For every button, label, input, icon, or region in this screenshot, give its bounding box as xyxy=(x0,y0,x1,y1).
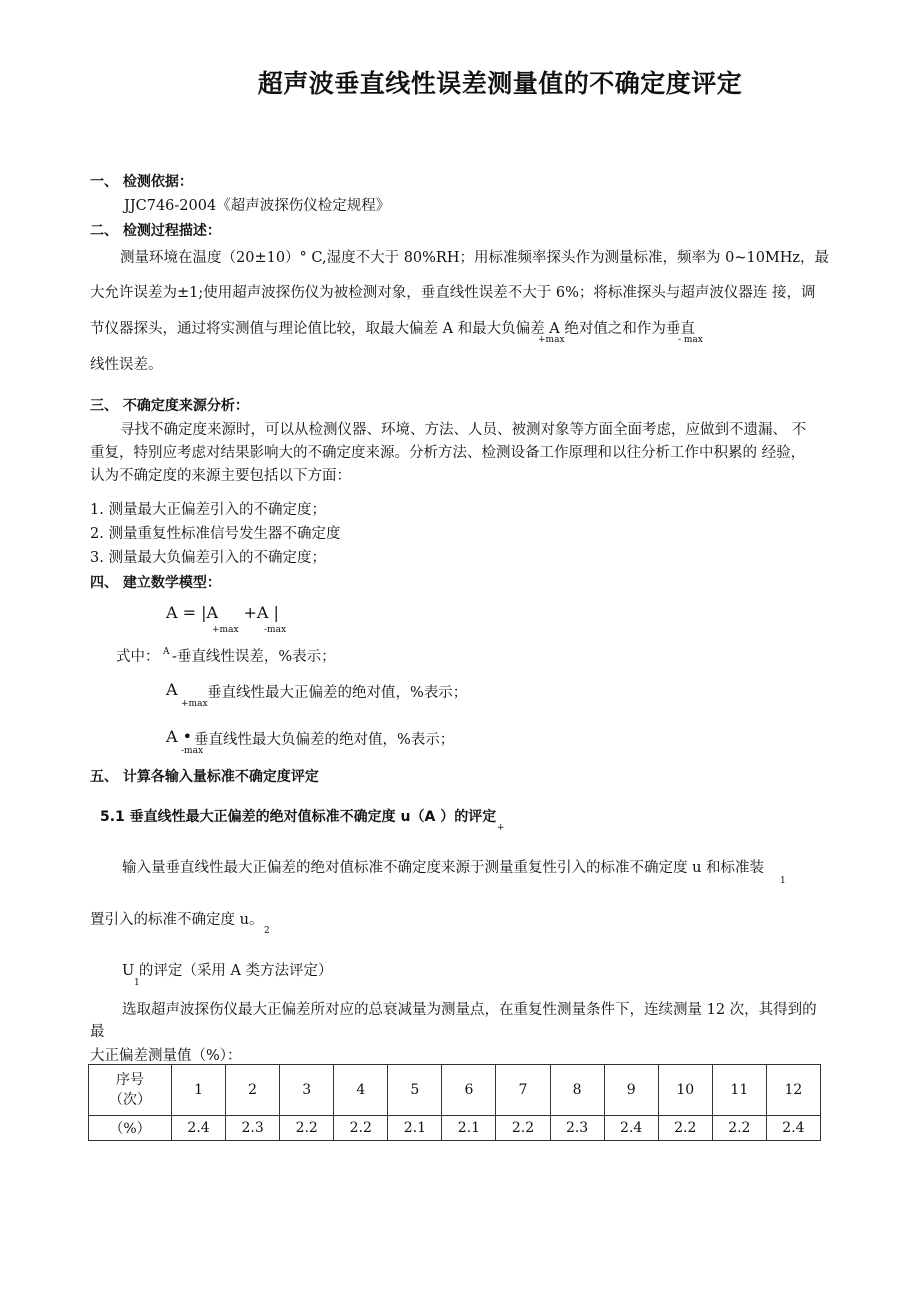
table-index-cell: 4 xyxy=(334,1065,388,1116)
section-2-heading: 二、 检测过程描述： xyxy=(90,223,221,239)
table-index-cell: 12 xyxy=(766,1065,820,1116)
table-value-cell: 2.4 xyxy=(172,1116,226,1141)
section-2-line-2: 大允许误差为±1;使用超声波探伤仪为被检测对象，垂直线性误差不大于 6%；将标准探头与超声波仪器连 接，调 xyxy=(90,285,816,301)
table-value-cell: 2.2 xyxy=(334,1116,388,1141)
table-value-cell: 2.2 xyxy=(496,1116,550,1141)
table-value-cell: 2.3 xyxy=(226,1116,280,1141)
section-2-line-4: 线性误差。 xyxy=(90,357,163,373)
table-row xyxy=(89,1065,821,1116)
section-5-heading: 五、 计算各输入量标准不确定度评定 xyxy=(90,769,319,785)
paragraph-5-1-line-1: 输入量垂直线性最大正偏差的绝对值标准不确定度来源于测量重复性引入的标准不确定度 u 和标准装 xyxy=(122,860,765,876)
table-row xyxy=(89,1116,821,1141)
paragraph-measure-line-3: 大正偏差测量值（%）： xyxy=(90,1048,242,1064)
section-3-line-1: 寻找不确定度来源时，可以从检测仪器、环境、方法、人员、被测对象等方面全面考虑，应做到不遗漏、 不 xyxy=(120,422,807,438)
section-2-subscript-pmax: +max xyxy=(538,335,565,345)
table-index-cell: 3 xyxy=(280,1065,334,1116)
formula-subscript-nmax: -max xyxy=(264,625,287,635)
table-index-cell: 11 xyxy=(712,1065,766,1116)
section-2-line-1: 测量环境在温度（20±10）° C,湿度不大于 80%RH；用标准频率探头作为测量标准，频率为 0~10MHz，最 xyxy=(120,250,830,266)
table-index-cell: 2 xyxy=(226,1065,280,1116)
paragraph-measure-line-2: 最 xyxy=(90,1024,105,1040)
section-3-heading: 三、 不确定度来源分析： xyxy=(90,398,249,414)
table-index-cell: 9 xyxy=(604,1065,658,1116)
paragraph-5-1-subscript-1: 1 xyxy=(780,876,786,886)
subsection-5-1-subscript: + xyxy=(497,823,505,833)
nmax-symbol: A • xyxy=(166,727,193,746)
pmax-subscript: +max xyxy=(181,699,208,709)
where-a-text: -垂直线性误差，%表示； xyxy=(172,649,336,665)
pmax-text: 垂直线性最大正偏差的绝对值，%表示； xyxy=(207,685,468,701)
section-2-line-3: 节仪器探头，通过将实测值与理论值比较，取最大偏差 A 和最大负偏差 A 绝对值之和作为垂直 xyxy=(90,321,695,337)
page-title: 超声波垂直线性误差测量值的不确定度评定 xyxy=(257,69,743,98)
table-value-cell: 2.1 xyxy=(388,1116,442,1141)
table-header-label-line-2: （次） xyxy=(109,1092,151,1108)
nmax-subscript: -max xyxy=(181,746,204,756)
table-value-cell: 2.2 xyxy=(658,1116,712,1141)
table-header-label-line-1: 序号 xyxy=(116,1072,144,1088)
pmax-symbol: A xyxy=(166,680,178,699)
table-index-cell: 7 xyxy=(496,1065,550,1116)
list-item: 2. 测量重复性标准信号发生器不确定度 xyxy=(90,526,341,542)
table-index-cell: 8 xyxy=(550,1065,604,1116)
section-3-line-2: 重复，特别应考虑对结果影响大的不确定度来源。分析方法、检测设备工作原理和以往分析工作中积累的 经验， xyxy=(90,445,806,461)
paragraph-5-1-subscript-2: 2 xyxy=(264,926,270,936)
u1-subscript: 1 xyxy=(134,978,140,988)
section-3-line-3: 认为不确定度的来源主要包括以下方面： xyxy=(90,468,351,484)
section-1-text: JJC746-2004《超声波探伤仪检定规程》 xyxy=(124,198,391,214)
table-value-cell: 2.4 xyxy=(766,1116,820,1141)
list-item: 3. 测量最大负偏差引入的不确定度； xyxy=(90,550,326,566)
formula-main: A = |A +A | xyxy=(166,603,279,622)
formula-subscript-pmax: +max xyxy=(212,625,239,635)
table-value-cell: 2.2 xyxy=(712,1116,766,1141)
table-value-cell: 2.4 xyxy=(604,1116,658,1141)
table-index-cell: 5 xyxy=(388,1065,442,1116)
table-value-cell: 2.3 xyxy=(550,1116,604,1141)
table-row-label: （%） xyxy=(89,1116,172,1141)
list-item: 1. 测量最大正偏差引入的不确定度； xyxy=(90,502,326,518)
table-header-label xyxy=(89,1065,172,1116)
section-2-subscript-nmax: - max xyxy=(678,335,703,345)
section-1-heading: 一、 检测依据： xyxy=(90,174,193,190)
table-index-cell: 6 xyxy=(442,1065,496,1116)
where-label: 式中： xyxy=(116,649,160,665)
nmax-text: 垂直线性最大负偏差的绝对值，%表示； xyxy=(194,732,455,748)
u1-evaluation-label: U 的评定（采用 A 类方法评定） xyxy=(122,963,333,979)
paragraph-5-1-line-2: 置引入的标准不确定度 u。 xyxy=(90,912,264,928)
where-a-symbol: A xyxy=(163,647,170,657)
measurement-table xyxy=(88,1064,821,1141)
table-index-cell: 1 xyxy=(172,1065,226,1116)
table-value-cell: 2.1 xyxy=(442,1116,496,1141)
table-value-cell: 2.2 xyxy=(280,1116,334,1141)
table-index-cell: 10 xyxy=(658,1065,712,1116)
paragraph-measure-line-1: 选取超声波探伤仪最大正偏差所对应的总衰减量为测量点，在重复性测量条件下，连续测量 12 次，其得到的 xyxy=(122,1002,817,1018)
section-4-heading: 四、 建立数学模型： xyxy=(90,575,221,591)
subsection-5-1-heading: 5.1 垂直线性最大正偏差的绝对值标准不确定度 u（A ）的评定 xyxy=(100,809,497,825)
